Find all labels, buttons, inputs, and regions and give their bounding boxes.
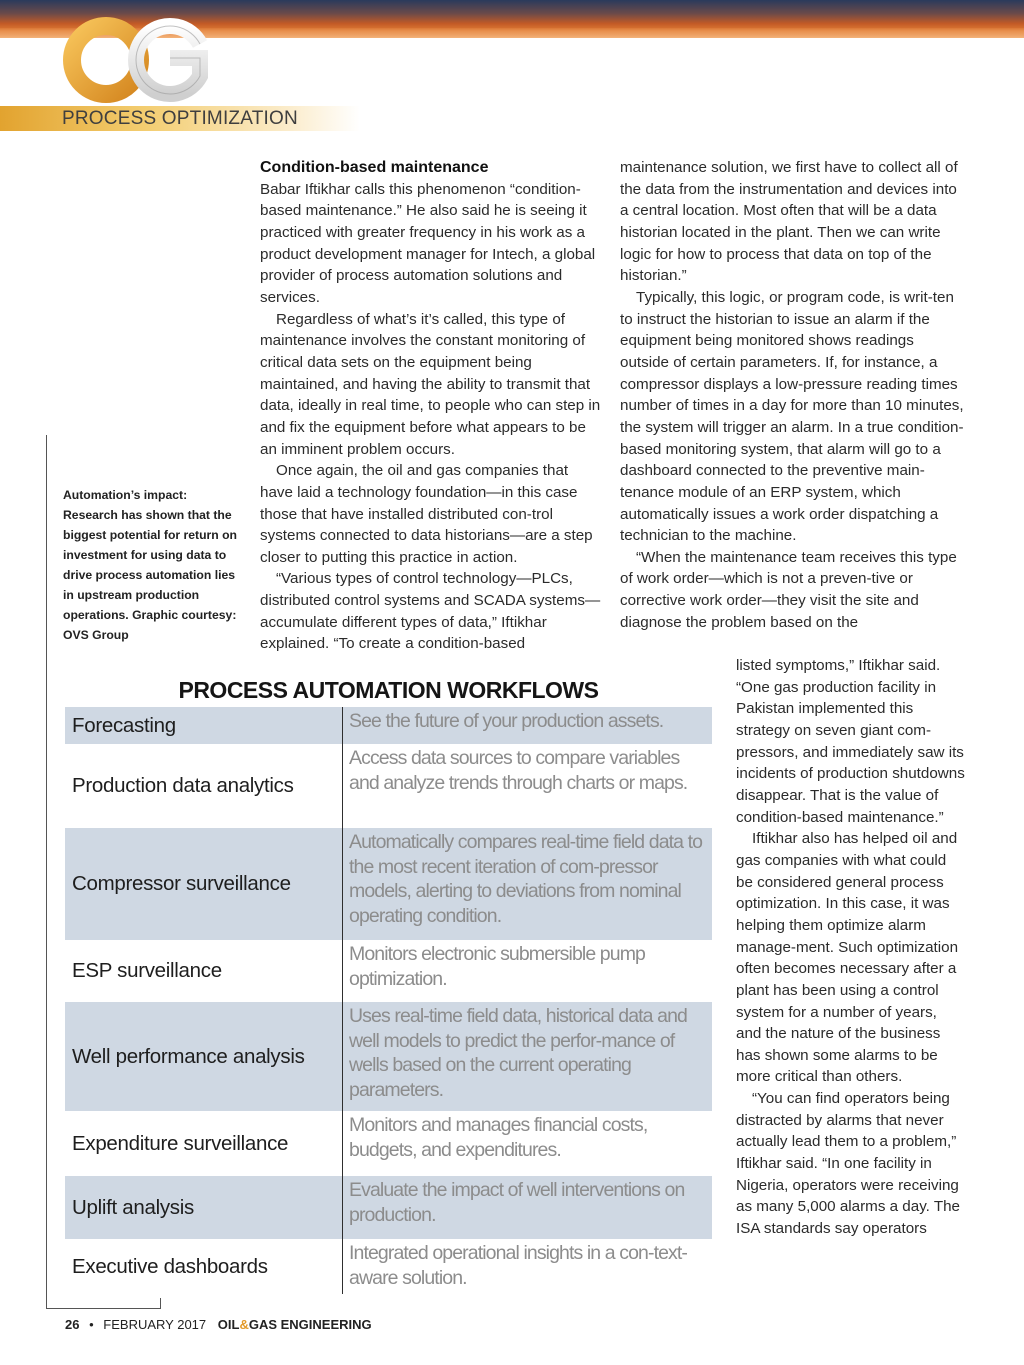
article-paragraph: Babar Iftikhar calls this phenomenon “condition-based maintenance.” He also said he is seeing it practiced with greater frequency in his work as a product development manager for Intech, a global provider of process automation solutions and services. (260, 180, 596, 306)
magazine-name (218, 1317, 372, 1332)
magazine-name-gas: GAS ENGINEERING (248, 1317, 372, 1332)
footer-separator: • (89, 1317, 94, 1332)
workflow-name: Uplift analysis (72, 1195, 194, 1219)
issue-date: FEBRUARY 2017 (103, 1317, 207, 1332)
section-label: PROCESS OPTIMIZATION (62, 108, 298, 129)
workflow-description: Integrated operational insights in a con-text-aware solution. (342, 1239, 712, 1294)
table-row (65, 940, 712, 1002)
workflow-name: Production data analytics (72, 774, 294, 797)
workflow-description: Access data sources to compare variables and analyze trends through charts or maps. (342, 744, 712, 828)
article-column-1 (260, 157, 605, 655)
workflow-name: Compressor surveillance (72, 872, 291, 895)
article-paragraph: Typically, this logic, or program code, is writ-ten to instruct the historian to issue an alarm if the equipment being monitored shows readings outside of certain parameters. If, for instance, a compressor displays a low-pressure reading times number of times in a day for more than 10 minutes, the system will trigger an alarm. In a true condition-based monitoring system, that alarm will go to a dashboard connected to the preventive main-tenance module of an ERP system, which automatically issues a work order dispatching a technician to the machine. (620, 288, 964, 545)
workflow-name: Well performance analysis (72, 1044, 305, 1068)
table-row (65, 828, 712, 940)
table-row (65, 1002, 712, 1111)
workflow-description: Automatically compares real-time field data to the most recent iteration of com-pressor models, alerting to deviations from nominal operating condition. (342, 828, 712, 940)
magazine-name-amp: & (239, 1317, 249, 1332)
graphic-caption: Automation’s impact: Research has shown that the biggest potential for return on investment for using data to drive process automation lies in upstream production operations. Graphic courtesy: OVS Group (63, 488, 238, 642)
workflow-name: Expenditure surveillance (72, 1131, 289, 1155)
workflow-description: Monitors electronic submersible pump optimization. (342, 940, 712, 1002)
article-paragraph: listed symptoms,” Iftikhar said. “One gas production facility in Pakistan implemented this strategy on seven giant com-pressors, and immediately saw its incidents of production shutdowns disappear. That is the value of condition-based maintenance.” (736, 657, 965, 826)
og-logo (62, 14, 212, 106)
article-column-2 (620, 157, 965, 633)
workflow-name: Forecasting (72, 713, 176, 737)
workflows-table (65, 707, 712, 1294)
caption-rule-vertical (46, 435, 47, 1309)
magazine-name-oil: OIL (217, 1317, 240, 1332)
workflows-title: PROCESS AUTOMATION WORKFLOWS (178, 677, 599, 703)
article-paragraph: maintenance solution, we first have to collect all of the data from the instrumentation and devices into a central location. Most often that will be a data historian located in the plant. Then we can write logic for how to process that data on top of the historian.” (620, 159, 958, 285)
workflow-name: ESP surveillance (72, 959, 222, 982)
table-row (65, 744, 712, 828)
article-paragraph: “Various types of control technology—PLCs, distributed control systems and SCADA systems—accumulate different types of data,” Iftikhar explained. “To create a condition-based (260, 570, 601, 653)
article-paragraph: “You can find operators being distracted by alarms that never actually lead them to a problem,” Iftikhar said. “In one facility in Nigeria, operators were receiving as many 5,000 alarms a day. The ISA standards say operators (736, 1090, 960, 1238)
caption-rule-tick (160, 1298, 161, 1309)
article-paragraph: Once again, the oil and gas companies that have laid a technology foundation—in this case those that have installed distributed con-trol systems connected to data historians—are a step closer to putting this practice in action. (260, 462, 593, 566)
table-row (65, 707, 712, 744)
article-paragraph: Regardless of what’s it’s called, this type of maintenance involves the constant monitoring of critical data sets on the equipment being maintained, and having the ability to transmit that data, ideally in real time, to people who can step in and fix the equipment before what appears to be an imminent problem occurs. (260, 310, 601, 458)
page-footer (65, 1317, 372, 1332)
table-row (65, 1111, 712, 1176)
table-row (65, 1176, 712, 1239)
article-paragraph: Iftikhar also has helped oil and gas companies with what could be considered general process optimization. In this case, it was helping them optimize alarm manage-ment. Such optimization often becomes necessary after a plant has been using a control system for a number of years, and the nature of the business has shown some alarms to be more critical than others. (736, 830, 959, 1086)
workflow-description: Monitors and manages financial costs, budgets, and expenditures. (342, 1111, 712, 1176)
table-row (65, 1239, 712, 1294)
caption-rule-horizontal (46, 1308, 161, 1309)
article-heading: Condition-based maintenance (260, 159, 489, 176)
workflow-description: Uses real-time field data, historical data and well models to predict the perfor-mance of wells based on the current operating parameters. (342, 1002, 712, 1111)
page-number: 26 (65, 1317, 80, 1332)
workflow-description: See the future of your production assets. (342, 707, 712, 744)
workflow-name: Executive dashboards (72, 1254, 268, 1278)
workflow-description: Evaluate the impact of well interventions on production. (342, 1176, 712, 1239)
article-column-3 (736, 655, 966, 1240)
article-paragraph: “When the maintenance team receives this type of work order—which is not a preven-tive or corrective work order—they visit the site and diagnose the problem based on the (620, 548, 957, 631)
